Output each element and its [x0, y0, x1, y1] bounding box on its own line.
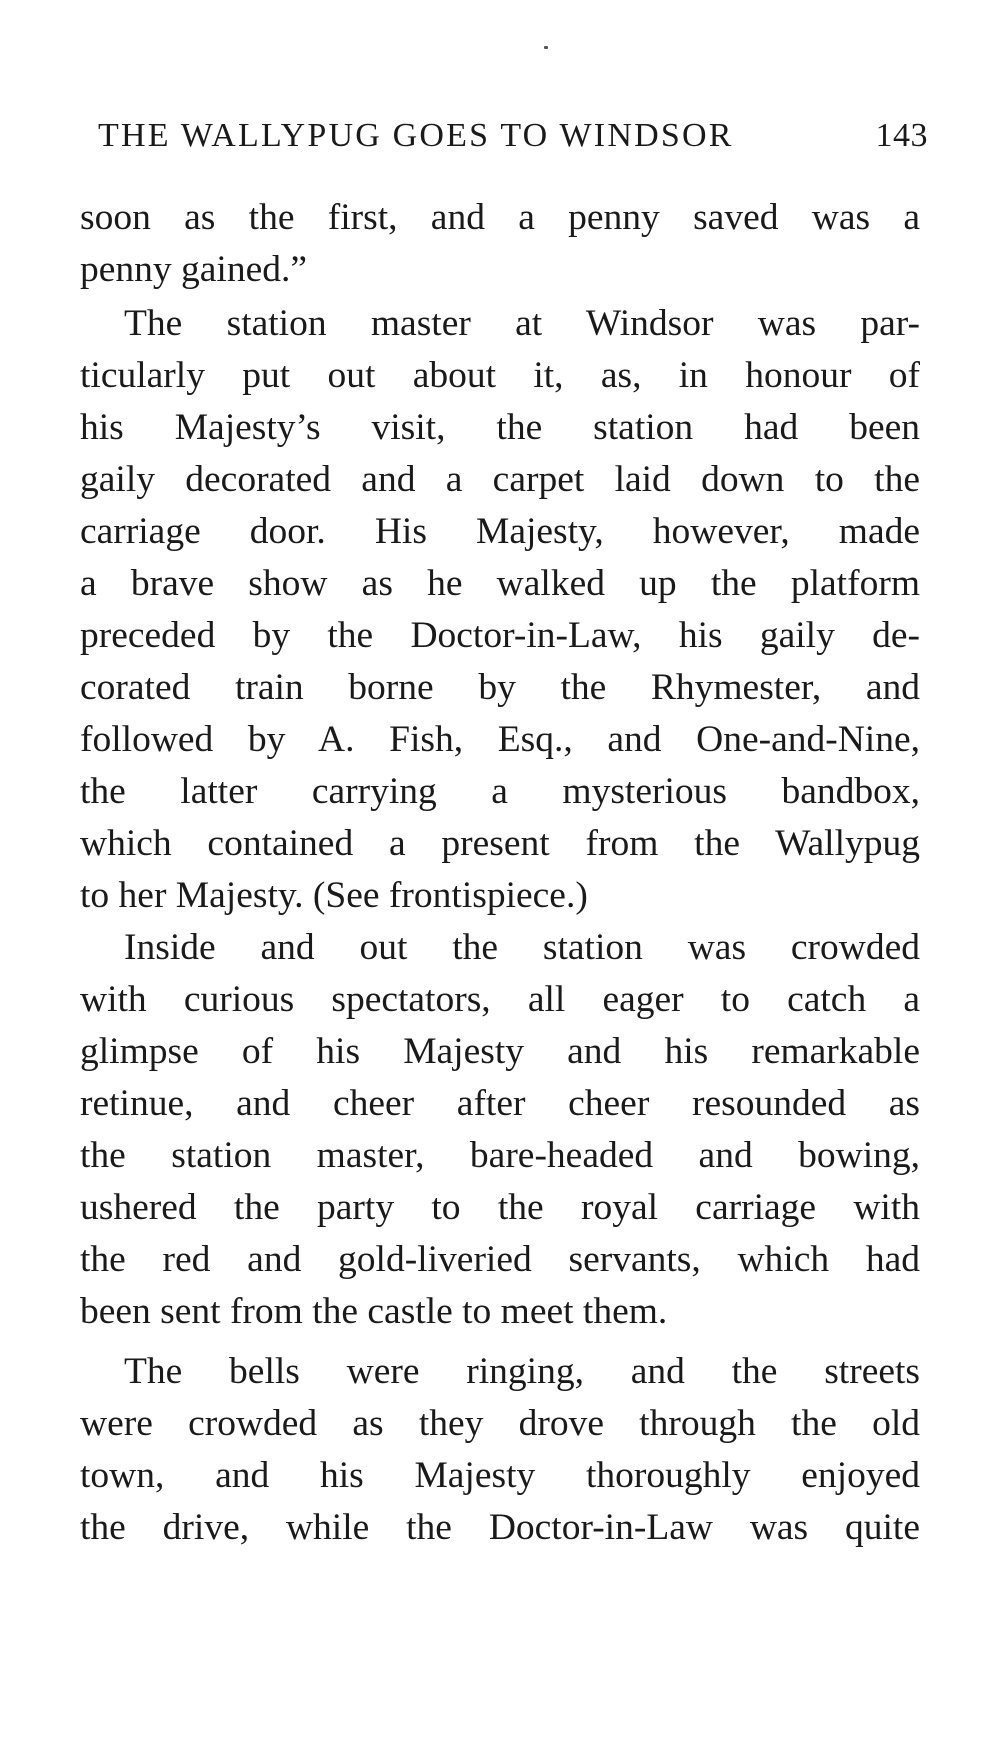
text-line: preceded by the Doctor-in-Law, his gaily de-	[80, 615, 920, 656]
text-line: glimpse of his Majesty and his remarkable	[80, 1031, 920, 1072]
paragraph-3	[80, 922, 920, 1338]
text-line: town, and his Majesty thoroughly enjoyed	[80, 1455, 920, 1496]
text-line: corated train borne by the Rhymester, and	[80, 667, 920, 708]
text-line: Inside and out the station was crowded	[124, 927, 920, 968]
text-line: to her Majesty. (See frontispiece.)	[80, 875, 588, 916]
paragraph-2	[80, 298, 920, 922]
text-line: been sent from the castle to meet them.	[80, 1291, 668, 1332]
paragraph-4	[80, 1346, 920, 1554]
text-line: a brave show as he walked up the platform	[80, 563, 920, 604]
paragraph-1	[80, 192, 920, 296]
text-line: soon as the first, and a penny saved was a	[80, 197, 920, 238]
text-line: The bells were ringing, and the streets	[124, 1351, 920, 1392]
text-line: followed by A. Fish, Esq., and One-and-Nine,	[80, 719, 920, 760]
text-line: were crowded as they drove through the old	[80, 1403, 920, 1444]
text-line: The station master at Windsor was par-	[124, 303, 920, 344]
text-line: with curious spectators, all eager to catch a	[80, 979, 920, 1020]
text-line: penny gained.”	[80, 249, 307, 290]
text-line: his Majesty’s visit, the station had been	[80, 407, 920, 448]
text-line: which contained a present from the Wallypug	[80, 823, 920, 864]
page-body	[80, 192, 920, 1554]
text-line: ticularly put out about it, as, in honour of	[80, 355, 920, 396]
text-line: the station master, bare-headed and bowing,	[80, 1135, 920, 1176]
text-line: gaily decorated and a carpet laid down to the	[80, 459, 920, 500]
page-number: 143	[875, 117, 928, 154]
text-line: retinue, and cheer after cheer resounded as	[80, 1083, 920, 1124]
text-line: the red and gold-liveried servants, which had	[80, 1239, 920, 1280]
running-head	[98, 114, 928, 158]
text-line: the drive, while the Doctor-in-Law was quite	[80, 1507, 920, 1548]
text-line: the latter carrying a mysterious bandbox,	[80, 771, 920, 812]
running-head-title: THE WALLYPUG GOES TO WINDSOR	[98, 117, 734, 154]
text-line: ushered the party to the royal carriage with	[80, 1187, 920, 1228]
print-speck	[544, 46, 548, 49]
text-line: carriage door. His Majesty, however, made	[80, 511, 920, 552]
